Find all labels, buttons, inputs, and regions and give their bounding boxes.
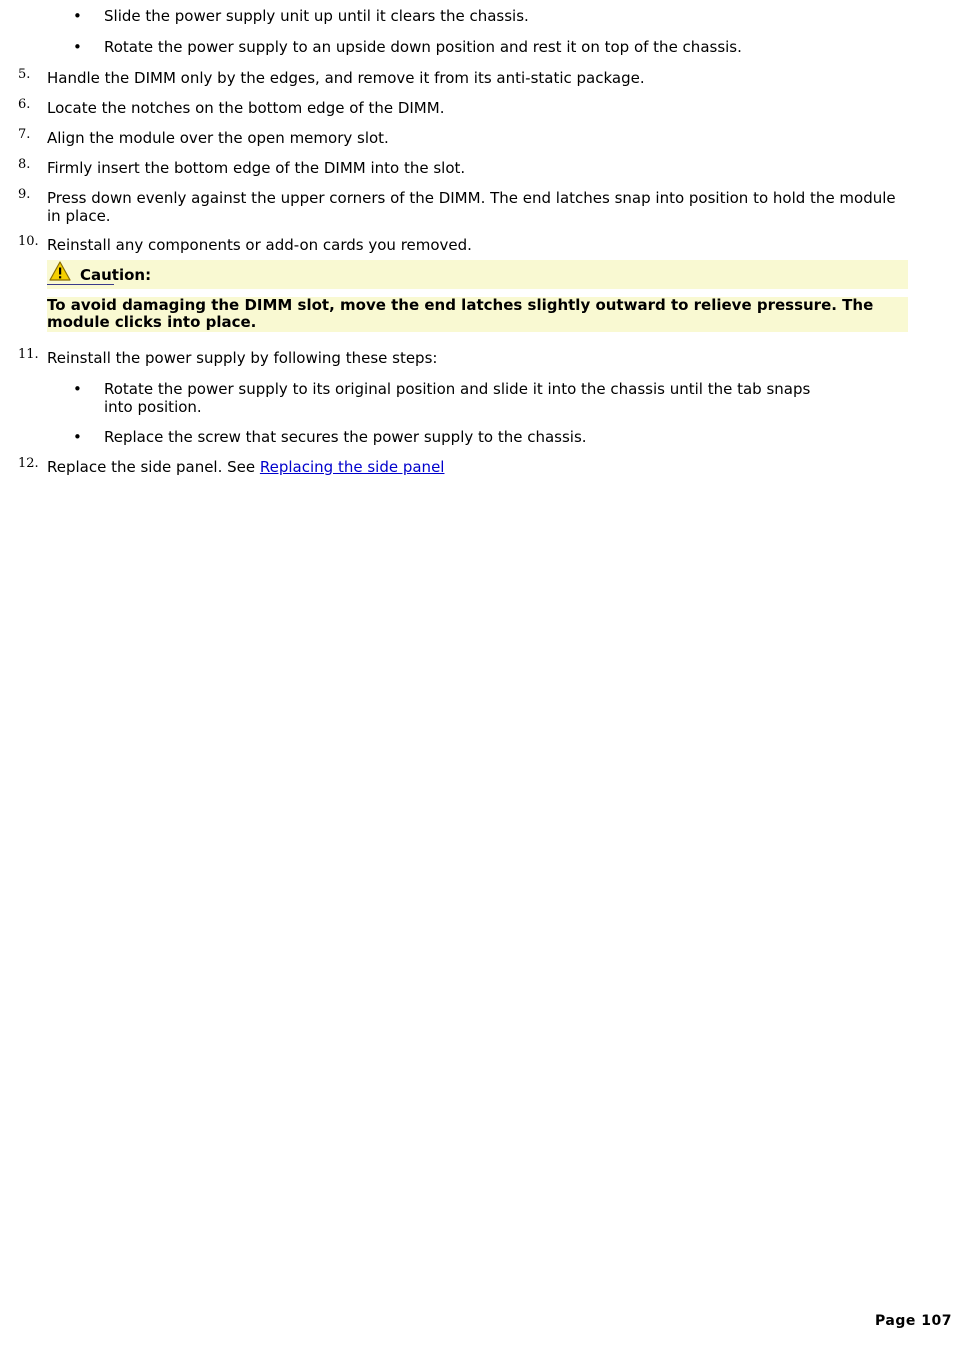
step-number: 11. — [18, 347, 39, 362]
caution-divider — [47, 284, 114, 285]
step-text: Reinstall the power supply by following these steps: — [47, 349, 438, 367]
step-text-prefix: Replace the side panel. See — [47, 458, 260, 476]
caution-box — [47, 297, 908, 332]
step-number: 9. — [18, 187, 31, 202]
page-number: Page 107 — [875, 1313, 952, 1329]
list-item-text: Rotate the power supply to its original position and slide it into the chassis until the tab snaps into position. — [104, 380, 811, 416]
bullet-marker: • — [73, 428, 82, 446]
list-item-text: Replace the screw that secures the power supply to the chassis. — [104, 428, 587, 446]
replacing-side-panel-link[interactable]: Replacing the side panel — [259, 458, 445, 476]
caution-text: To avoid damaging the DIMM slot, move the end latches slightly outward to relieve pressure. The module clicks into place. — [47, 296, 874, 331]
bullet-marker: • — [73, 7, 82, 25]
step-number: 12. — [18, 456, 39, 471]
step-number: 10. — [18, 234, 39, 249]
caution-label: Caution: — [80, 266, 152, 284]
step-text: Reinstall any components or add-on cards you removed. — [47, 236, 472, 254]
warning-icon — [49, 261, 71, 281]
step-number: 5. — [18, 67, 31, 82]
step-number: 6. — [18, 97, 31, 112]
caution-header — [47, 260, 908, 289]
step-text — [47, 458, 909, 476]
bullet-marker: • — [73, 380, 82, 398]
list-item-text: Slide the power supply unit up until it clears the chassis. — [104, 7, 529, 25]
step-number: 7. — [18, 127, 31, 142]
step-text: Handle the DIMM only by the edges, and remove it from its anti-static package. — [47, 69, 645, 87]
step-number: 8. — [18, 157, 31, 172]
bullet-marker: • — [73, 38, 82, 56]
step-text: Locate the notches on the bottom edge of the DIMM. — [47, 99, 445, 117]
step-text: Align the module over the open memory slot. — [47, 129, 389, 147]
step-text: Firmly insert the bottom edge of the DIMM into the slot. — [47, 159, 466, 177]
step-text: Press down evenly against the upper corners of the DIMM. The end latches snap into position to hold the module in place. — [47, 189, 896, 225]
list-item-text: Rotate the power supply to an upside down position and rest it on top of the chassis. — [104, 38, 742, 56]
